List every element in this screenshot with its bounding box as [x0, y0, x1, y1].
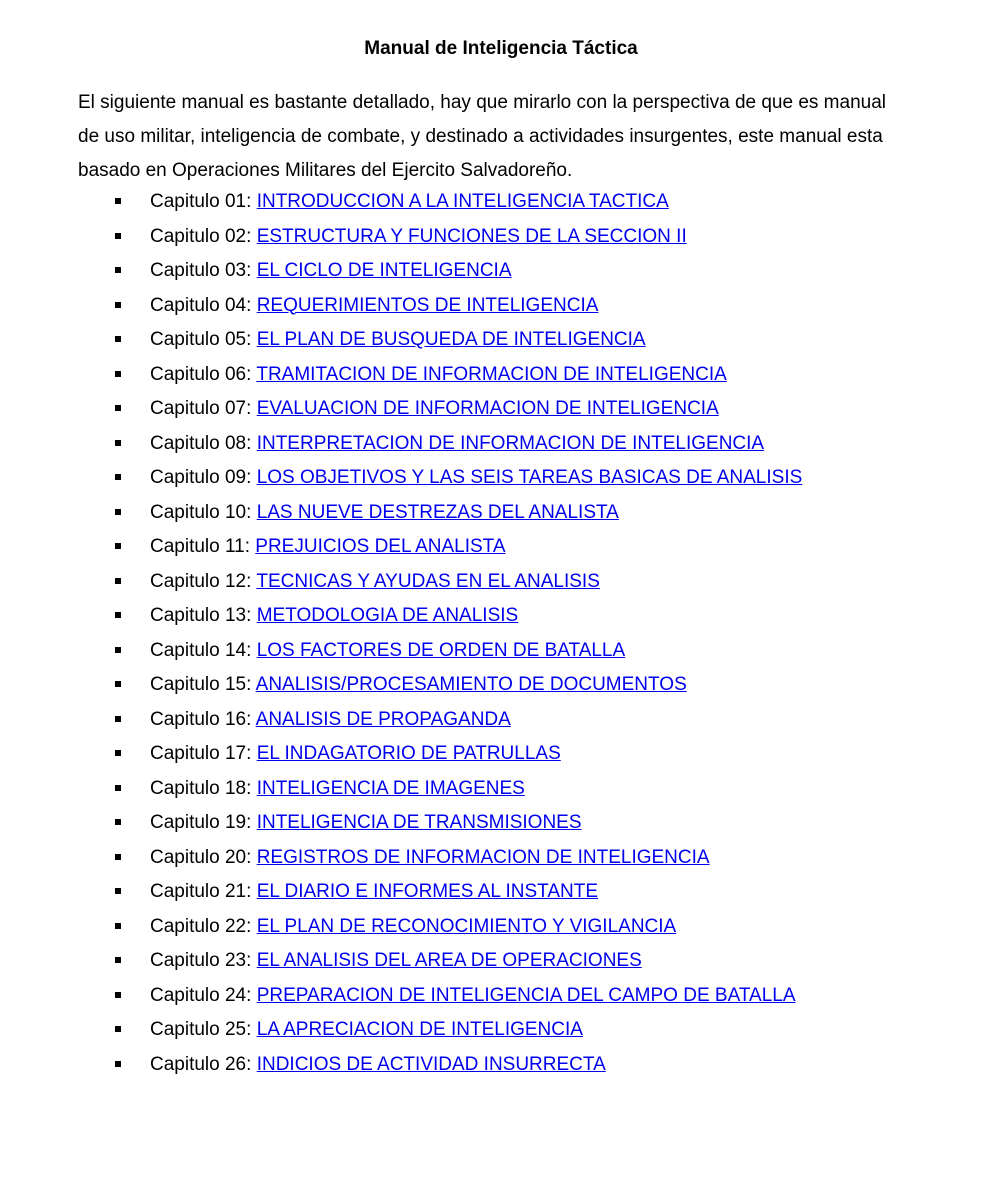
- bullet-icon: [115, 371, 121, 377]
- bullet-icon: [115, 992, 121, 998]
- chapter-label: Capitulo 15:: [150, 674, 252, 695]
- chapter-label: Capitulo 03:: [150, 260, 252, 281]
- chapter-link[interactable]: EL ANALISIS DEL AREA DE OPERACIONES: [256, 950, 642, 971]
- chapter-label: Capitulo 04:: [150, 294, 252, 316]
- bullet-icon: [115, 474, 121, 480]
- chapter-link[interactable]: EL INDAGATORIO DE PATRULLAS: [256, 743, 561, 764]
- chapter-entry: [150, 634, 625, 668]
- chapter-label: Capitulo 12:: [150, 570, 252, 592]
- chapter-label: Capitulo 08:: [150, 432, 252, 454]
- bullet-icon: [115, 543, 121, 549]
- chapter-link[interactable]: EL CICLO DE INTELIGENCIA: [256, 260, 512, 281]
- chapter-label: Capitulo 18:: [150, 777, 252, 799]
- bullet-icon: [115, 198, 121, 204]
- chapter-label: Capitulo 26:: [150, 1053, 252, 1075]
- document-title: Manual de Inteligencia Táctica: [364, 38, 638, 59]
- chapter-label: Capitulo 13:: [150, 605, 252, 626]
- chapter-link[interactable]: INTERPRETACION DE INFORMACION DE INTELIGENCIA: [256, 432, 765, 454]
- chapter-entry: [150, 220, 687, 254]
- chapter-link[interactable]: TECNICAS Y AYUDAS EN EL ANALISIS: [256, 570, 600, 592]
- bullet-icon: [115, 440, 121, 446]
- bullet-icon: [115, 923, 121, 929]
- chapter-link[interactable]: REGISTROS DE INFORMACION DE INTELIGENCIA: [256, 846, 710, 868]
- chapter-link[interactable]: LOS FACTORES DE ORDEN DE BATALLA: [256, 639, 626, 661]
- chapter-entry: [150, 737, 561, 771]
- chapter-label: Capitulo 25:: [150, 1019, 252, 1040]
- chapter-entry: [150, 185, 669, 219]
- chapter-entry: [150, 358, 727, 392]
- chapter-entry: [150, 496, 619, 530]
- chapter-link[interactable]: REQUERIMIENTOS DE INTELIGENCIA: [256, 294, 599, 316]
- chapter-label: Capitulo 07:: [150, 398, 252, 419]
- bullet-icon: [115, 267, 121, 273]
- chapter-entry: [150, 254, 512, 288]
- bullet-icon: [115, 405, 121, 411]
- chapter-link[interactable]: EL PLAN DE BUSQUEDA DE INTELIGENCIA: [256, 329, 646, 350]
- chapter-label: Capitulo 01:: [150, 191, 252, 212]
- bullet-icon: [115, 957, 121, 963]
- chapter-label: Capitulo 05:: [150, 329, 252, 350]
- chapter-entry: [150, 875, 598, 909]
- chapter-link[interactable]: LA APRECIACION DE INTELIGENCIA: [256, 1019, 583, 1040]
- bullet-icon: [115, 681, 121, 687]
- chapter-link[interactable]: PREJUICIOS DEL ANALISTA: [255, 536, 506, 557]
- bullet-icon: [115, 233, 121, 239]
- chapter-entry: [150, 461, 802, 495]
- chapter-entry: [150, 944, 642, 978]
- chapter-entry: [150, 530, 506, 564]
- bullet-icon: [115, 509, 121, 515]
- chapter-link[interactable]: ANALISIS DE PROPAGANDA: [255, 708, 511, 730]
- chapter-entry: [150, 392, 719, 426]
- chapter-link[interactable]: LOS OBJETIVOS Y LAS SEIS TAREAS BASICAS DE ANALISIS: [256, 467, 803, 488]
- chapter-entry: [150, 910, 676, 944]
- bullet-icon: [115, 578, 121, 584]
- intro-paragraph: El siguiente manual es bastante detallado, hay que mirarlo con la perspectiva de que es manual de uso militar, inteligencia de combate, y destinado a actividades insurgentes, este manual esta basado en Operaciones Militares del Ejercito Salvadoreño.: [78, 92, 887, 181]
- chapter-entry: [150, 979, 796, 1013]
- chapter-label: Capitulo 09:: [150, 467, 252, 488]
- chapter-label: Capitulo 10:: [150, 501, 252, 523]
- chapter-link[interactable]: EL PLAN DE RECONOCIMIENTO Y VIGILANCIA: [256, 915, 677, 937]
- chapter-label: Capitulo 11:: [150, 536, 250, 557]
- chapter-entry: [150, 1048, 606, 1082]
- chapter-entry: [150, 772, 525, 806]
- chapter-entry: [150, 806, 582, 840]
- bullet-icon: [115, 1026, 121, 1032]
- bullet-icon: [115, 888, 121, 894]
- chapter-entry: [150, 1013, 583, 1047]
- bullet-icon: [115, 647, 121, 653]
- chapter-entry: [150, 599, 518, 633]
- chapter-link[interactable]: ESTRUCTURA Y FUNCIONES DE LA SECCION II: [256, 225, 687, 247]
- bullet-icon: [115, 1061, 121, 1067]
- chapter-entry: [150, 427, 764, 461]
- bullet-icon: [115, 716, 121, 722]
- chapter-entry: [150, 289, 598, 323]
- chapter-label: Capitulo 21:: [150, 881, 252, 902]
- bullet-icon: [115, 302, 121, 308]
- chapter-link[interactable]: PREPARACION DE INTELIGENCIA DEL CAMPO DE BATALLA: [256, 984, 796, 1006]
- chapter-link[interactable]: INTELIGENCIA DE TRANSMISIONES: [256, 812, 582, 833]
- chapter-label: Capitulo 14:: [150, 639, 252, 661]
- chapter-label: Capitulo 22:: [150, 915, 252, 937]
- chapter-label: Capitulo 06:: [150, 363, 252, 385]
- chapter-entry: [150, 841, 710, 875]
- chapter-link[interactable]: INTRODUCCION A LA INTELIGENCIA TACTICA: [256, 191, 669, 212]
- bullet-icon: [115, 612, 121, 618]
- bullet-icon: [115, 819, 121, 825]
- bullet-icon: [115, 750, 121, 756]
- chapter-link[interactable]: METODOLOGIA DE ANALISIS: [256, 605, 519, 626]
- chapter-link[interactable]: EVALUACION DE INFORMACION DE INTELIGENCIA: [256, 398, 719, 419]
- chapter-label: Capitulo 02:: [150, 225, 252, 247]
- chapter-label: Capitulo 19:: [150, 812, 252, 833]
- bullet-icon: [115, 854, 121, 860]
- chapter-entry: [150, 668, 687, 702]
- chapter-label: Capitulo 16:: [150, 708, 252, 730]
- chapter-link[interactable]: TRAMITACION DE INFORMACION DE INTELIGENCIA: [256, 363, 727, 385]
- chapter-link[interactable]: ANALISIS/PROCESAMIENTO DE DOCUMENTOS: [255, 674, 687, 695]
- chapter-link[interactable]: INDICIOS DE ACTIVIDAD INSURRECTA: [256, 1053, 606, 1075]
- chapter-label: Capitulo 23:: [150, 950, 252, 971]
- chapter-entry: [150, 565, 600, 599]
- chapter-label: Capitulo 20:: [150, 846, 252, 868]
- bullet-icon: [115, 785, 121, 791]
- chapter-label: Capitulo 17:: [150, 743, 252, 764]
- chapter-label: Capitulo 24:: [150, 984, 252, 1006]
- chapter-link[interactable]: INTELIGENCIA DE IMAGENES: [256, 777, 525, 799]
- chapter-entry: [150, 703, 511, 737]
- chapter-link[interactable]: EL DIARIO E INFORMES AL INSTANTE: [256, 881, 599, 902]
- chapter-link[interactable]: LAS NUEVE DESTREZAS DEL ANALISTA: [256, 501, 619, 523]
- bullet-icon: [115, 336, 121, 342]
- chapter-entry: [150, 323, 646, 357]
